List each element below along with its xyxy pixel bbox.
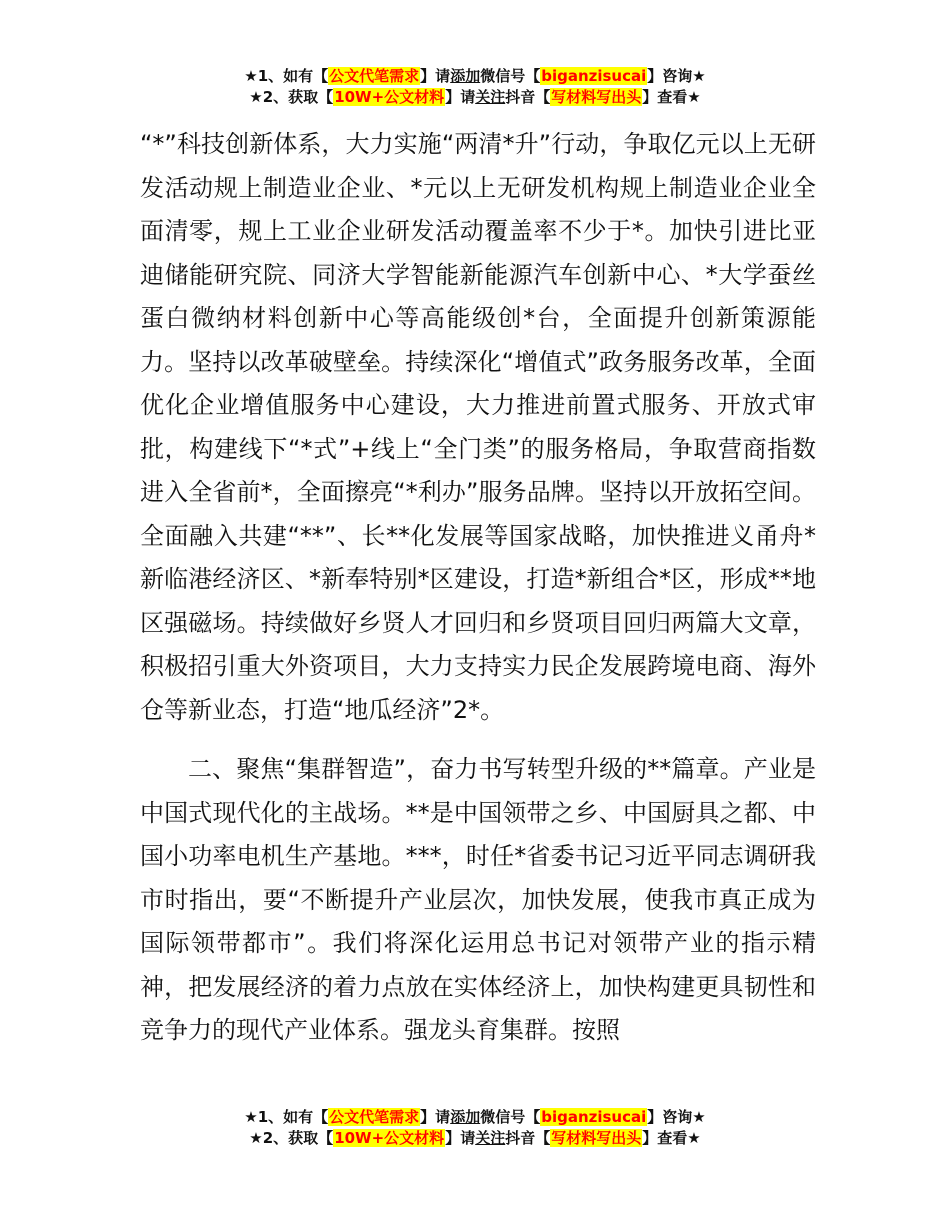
highlight-douyin-account: 写材料写出头 bbox=[551, 88, 642, 106]
banner-line-2: ★2、获取【10W+公文材料】请关注抖音【写材料写出头】查看★ bbox=[249, 1129, 701, 1147]
highlight-wechat-id: biganzisucai bbox=[541, 1108, 647, 1126]
header-banner bbox=[0, 66, 950, 108]
paragraph-1: “*”科技创新体系，大力实施“两清*升”行动，争取亿元以上无研发活动规上制造业企业、*元以上无研发机构规上制造业企业全面清零，规上工业企业研发活动覆盖率不少于*。加快引进比亚迪储能研究院、同济大学智能新能源汽车创新中心、*大学蚕丝蛋白微纳材料创新中心等高能级创*台，全面提升创新策源能力。坚持以改革破壁垒。持续深化“增值式”政务服务改革，全面优化企业增值服务中心建设，大力推进前置式服务、开放式审批，构建线下“*式”+线上“全门类”的服务格局，争取营商指数进入全省前*，全面擦亮“*利办”服务品牌。坚持以开放拓空间。全面融入共建“**”、长**化发展等国家战略，加快推进义甬舟*新临港经济区、*新奉特别*区建设，打造*新组合*区，形成**地区强磁场。持续做好乡贤人才回归和乡贤项目回归两篇大文章，积极招引重大外资项目，大力支持实力民企发展跨境电商、海外仓等新业态，打造“地瓜经济”2*。 bbox=[140, 130, 816, 724]
footer-banner bbox=[0, 1107, 950, 1149]
highlight-service: 公文代笔需求 bbox=[329, 67, 420, 85]
paragraph-2: 二、聚焦“集群智造”，奋力书写转型升级的**篇章。产业是中国式现代化的主战场。**是中国领带之乡、中国厨具之都、中国小功率电机生产基地。***，时任*省委书记习近平同志调研我市时指出，要“不断提升产业层次，加快发展，使我市真正成为国际领带都市”。我们将深化运用总书记对领带产业的指示精神，把发展经济的着力点放在实体经济上，加快构建更具韧性和竞争力的现代产业体系。强龙头育集群。按照 bbox=[140, 755, 816, 1044]
document-body bbox=[140, 123, 816, 1053]
highlight-service: 公文代笔需求 bbox=[329, 1108, 420, 1126]
banner-line-1: ★1、如有【公文代笔需求】请添加微信号【biganzisucai】咨询★ bbox=[244, 1108, 706, 1126]
highlight-materials: 10W+公文材料 bbox=[334, 88, 445, 106]
highlight-douyin-account: 写材料写出头 bbox=[551, 1129, 642, 1147]
banner-line-1: ★1、如有【公文代笔需求】请添加微信号【biganzisucai】咨询★ bbox=[244, 67, 706, 85]
banner-line-2: ★2、获取【10W+公文材料】请关注抖音【写材料写出头】查看★ bbox=[249, 88, 701, 106]
highlight-wechat-id: biganzisucai bbox=[541, 67, 647, 85]
highlight-materials: 10W+公文材料 bbox=[334, 1129, 445, 1147]
